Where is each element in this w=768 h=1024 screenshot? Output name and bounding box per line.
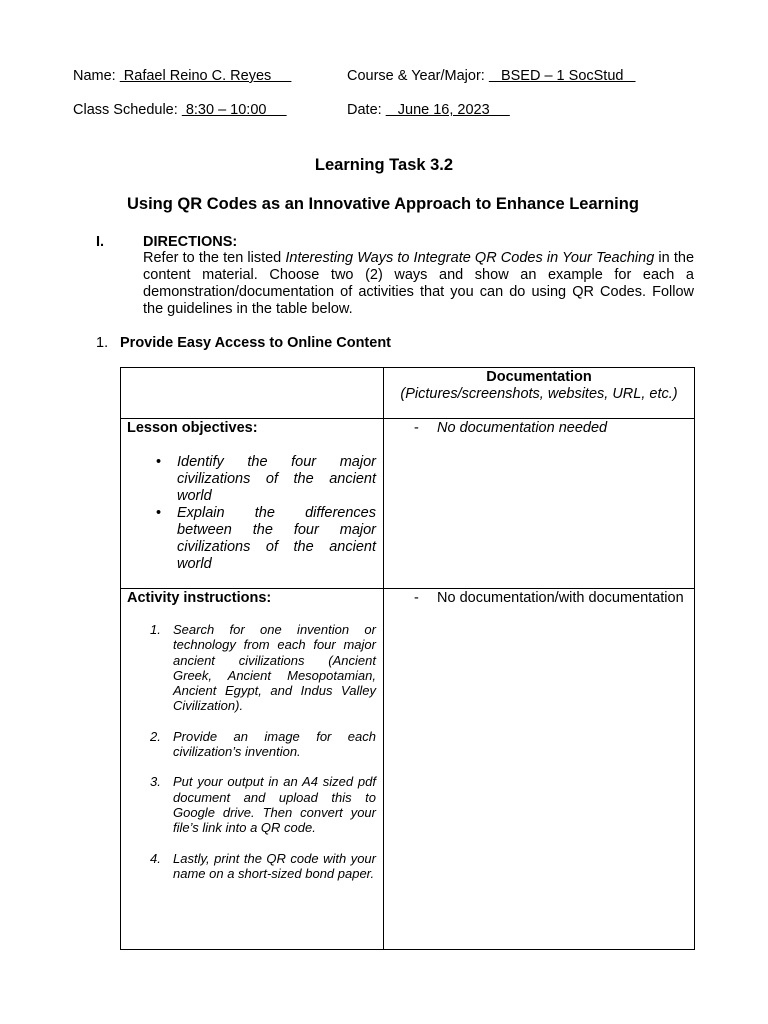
directions-text <box>143 250 694 318</box>
activity-text: Lastly, print the QR code with your name on a short-sized bond paper. <box>173 850 376 881</box>
objectives-label: Lesson objectives: <box>127 420 258 436</box>
list-item <box>127 851 376 882</box>
objectives-list <box>127 454 376 573</box>
date-label: Date: <box>347 102 386 118</box>
list-item <box>127 454 376 505</box>
objective-text: Explain the differences between the four major civilizations of the ancient world <box>177 505 376 572</box>
name-label: Name: <box>73 68 120 84</box>
activity-text: Provide an image for each civilization’s invention. <box>173 728 376 760</box>
section-heading: Provide Easy Access to Online Content <box>120 335 392 351</box>
objectives-documentation: No documentation needed <box>437 420 608 436</box>
documentation-subheader: (Pictures/screenshots, websites, URL, etc.) <box>400 386 678 402</box>
directions-text-after: in the content material. Choose two (2) ways and show an example for each a demonstration/documentation of activities that you can do using QR Codes. Follow the guidelines in the table below. <box>143 250 695 317</box>
section-number: 1. <box>96 335 109 351</box>
directions-numeral: I. <box>96 234 105 250</box>
name-line <box>73 68 291 84</box>
list-item <box>127 774 376 835</box>
directions-text-italic: Interesting Ways to Integrate QR Codes in Your Teaching <box>285 250 655 266</box>
activity-text: Search for one invention or technology from each four major ancient civilizations (Ancient Greek, Ancient Mesopotamian, Ancient Egypt, and Indus Valley Civilization). <box>173 622 376 714</box>
activity-list <box>127 622 376 896</box>
course-line <box>347 68 636 84</box>
bullet-icon: • <box>156 505 162 521</box>
schedule-label: Class Schedule: <box>73 102 182 118</box>
activity-label: Activity instructions: <box>127 590 272 606</box>
item-number: 3. <box>150 774 161 790</box>
table-column-divider <box>383 367 384 950</box>
schedule-value: 8:30 – 10:00 <box>181 102 287 118</box>
name-value: Rafael Reino C. Reyes <box>119 68 292 84</box>
item-number: 2. <box>150 728 161 744</box>
activity-text: Put your output in an A4 sized pdf document and upload this to Google drive. Then convert your file’s link into a QR code. <box>173 774 376 836</box>
table-row-divider-1 <box>120 418 695 419</box>
table-row-divider-2 <box>120 588 695 589</box>
activity-documentation-text: No documentation/with documentation <box>437 590 684 606</box>
directions-heading: DIRECTIONS: <box>143 234 238 250</box>
date-line <box>347 102 510 118</box>
course-value: BSED – 1 SocStud <box>488 68 636 84</box>
schedule-line <box>73 102 287 118</box>
list-item <box>127 729 376 760</box>
directions-text-before: Refer to the ten listed <box>143 250 286 266</box>
objective-text: Identify the four major civilizations of the ancient world <box>177 454 376 504</box>
dash-marker: - <box>414 590 419 606</box>
page-subtitle: Using QR Codes as an Innovative Approach to Enhance Learning <box>127 195 639 213</box>
bullet-icon: • <box>156 454 162 470</box>
list-item <box>127 622 376 714</box>
date-value: June 16, 2023 <box>385 102 510 118</box>
item-number: 4. <box>150 850 161 866</box>
activity-documentation <box>437 590 688 607</box>
page-title: Learning Task 3.2 <box>314 156 454 174</box>
item-number: 1. <box>150 622 161 637</box>
course-label: Course & Year/Major: <box>347 68 489 84</box>
documentation-header: Documentation <box>486 369 592 385</box>
list-item <box>127 505 376 573</box>
dash-marker: - <box>414 420 419 436</box>
